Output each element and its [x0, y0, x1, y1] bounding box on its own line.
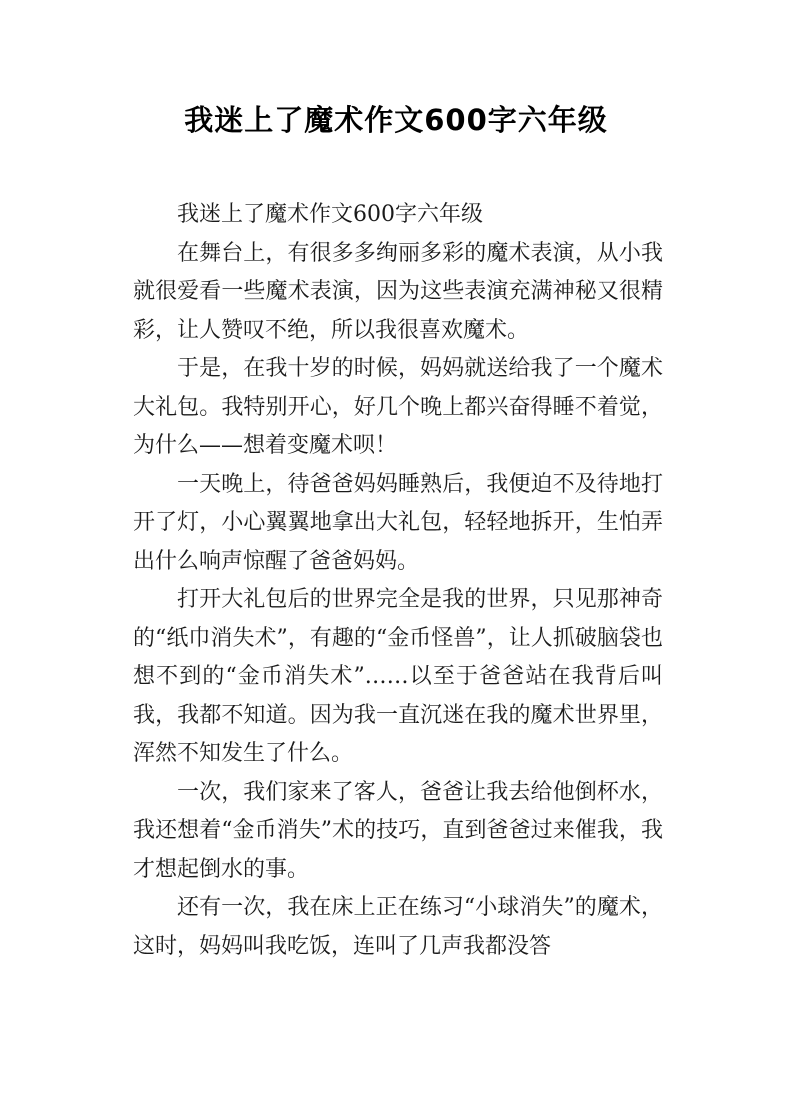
paragraph: 还有一次，我在床上正在练习“小球消失”的魔术，这时，妈妈叫我吃饭，连叫了几声我都没答	[133, 895, 663, 959]
paragraph: 一天晚上，待爸爸妈妈睡熟后，我便迫不及待地打开了灯，小心翼翼地拿出大礼包，轻轻地拆开，生怕弄出什么响声惊醒了爸爸妈妈。	[133, 471, 663, 574]
document-body	[133, 196, 663, 966]
paragraph: 我迷上了魔术作文600字六年级	[177, 202, 483, 227]
paragraph: 打开大礼包后的世界完全是我的世界，只见那神奇的“纸巾消失术”，有趣的“金币怪兽”，让人抓破脑袋也想不到的“金币消失术”……以至于爸爸站在我背后叫我，我都不知道。因为我一直沉迷在我的魔术世界里，浑然不知发生了什么。	[133, 587, 663, 766]
document-title: 我迷上了魔术作文600字六年级	[184, 103, 608, 137]
paragraph: 一次，我们家来了客人，爸爸让我去给他倒杯水，我还想着“金币消失”术的技巧，直到爸爸过来催我，我才想起倒水的事。	[133, 779, 663, 882]
paragraph: 于是，在我十岁的时候，妈妈就送给我了一个魔术大礼包。我特别开心，好几个晚上都兴奋得睡不着觉，为什么——想着变魔术呗！	[133, 356, 663, 458]
paragraph: 在舞台上，有很多多绚丽多彩的魔术表演，从小我就很爱看一些魔术表演，因为这些表演充满神秘又很精彩，让人赞叹不绝，所以我很喜欢魔术。	[133, 240, 663, 343]
